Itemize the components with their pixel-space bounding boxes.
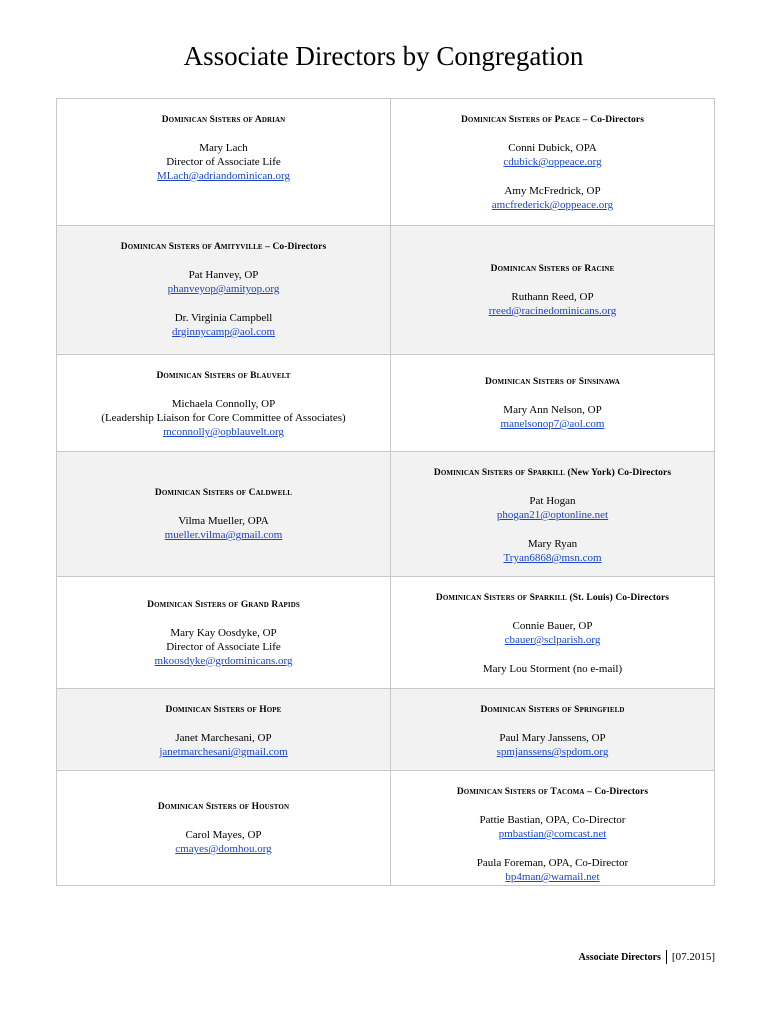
cell-springfield [391,689,714,771]
email-link[interactable]: rreed@racinedominicans.org [488,305,617,317]
cell-adrian [57,99,391,226]
email-link[interactable]: bp4man@wamail.net [505,871,600,883]
cell-amityville [57,226,391,355]
email-link[interactable]: janetmarchesani@gmail.com [159,746,288,758]
contact-text: Amy McFredrick, OP [504,185,601,197]
contact-text: Director of Associate Life [166,156,281,168]
email-link[interactable]: mconnolly@opblauvelt.org [163,426,284,438]
email-link[interactable]: phanveyop@amityop.org [167,283,280,295]
contact-text: Michaela Connolly, OP [171,398,276,410]
cell-caldwell [57,452,391,577]
contact-text: Janet Marchesani, OP [175,732,272,744]
congregation-name: Dominican Sisters of Blauvelt [156,371,291,381]
contact-text: Mary Kay Oosdyke, OP [170,626,277,639]
cell-grand-rapids [57,577,391,689]
congregation-name: Dominican Sisters of Amityville – Co-Directors [120,242,327,252]
email-link[interactable]: mueller.vilma@gmail.com [164,529,283,541]
cell-racine [391,226,714,355]
email-link[interactable]: phogan21@optonline.net [496,509,609,521]
contact-text: Mary Ann Nelson, OP [503,404,602,416]
footer-title: Associate Directors [578,952,661,963]
contact-text: Dr. Virginia Campbell [174,312,273,324]
cell-blauvelt [57,355,391,452]
congregation-name: Dominican Sisters of Houston [157,802,290,812]
cell-sinsinawa [391,355,714,452]
contact-text: Mary Ryan [527,538,578,550]
contact-text: Ruthann Reed, OP [511,291,594,303]
contact-text: Mary Lou Storment (no e-mail) [482,663,623,675]
contact-text: Vilma Mueller, OPA [178,515,269,527]
contact-text: Director of Associate Life [166,640,281,653]
congregation-name: Dominican Sisters of Sparkill (St. Louis) Co-Directors [435,593,670,603]
cell-peace [391,99,714,226]
email-link[interactable]: manelsonop7@aol.com [500,418,605,430]
congregation-name: Dominican Sisters of Peace – Co-Directors [460,115,645,125]
email-link[interactable]: spmjanssens@spdom.org [496,746,609,758]
email-link[interactable]: Tryan6868@msn.com [503,552,602,564]
contact-text: Connie Bauer, OP [512,620,593,632]
footer-divider [666,950,667,964]
congregation-name: Dominican Sisters of Springfield [480,705,625,715]
cell-houston [57,771,391,885]
congregation-name: Dominican Sisters of Racine [490,264,615,274]
email-link[interactable]: cmayes@domhou.org [175,843,272,855]
contact-text: Carol Mayes, OP [185,829,262,841]
contact-text: Pat Hanvey, OP [188,269,259,281]
email-link[interactable]: cbauer@sclparish.org [504,634,601,646]
contact-text: Mary Lach [199,142,248,154]
email-link[interactable]: drginnycamp@aol.com [171,326,276,338]
cell-hope [57,689,391,771]
contact-text: Paul Mary Janssens, OP [499,732,606,744]
congregation-name: Dominican Sisters of Hope [165,705,282,715]
footer-date: [07.2015] [671,951,715,963]
contact-text: Conni Dubick, OPA [508,142,597,154]
congregation-name: Dominican Sisters of Grand Rapids [147,599,300,610]
cell-sparkill-ny [391,452,714,577]
cell-tacoma [391,771,714,885]
cell-sparkill-stlouis [391,577,714,689]
email-link[interactable]: MLach@adriandominican.org [156,170,291,182]
email-link[interactable]: pmbastian@comcast.net [498,828,607,840]
congregation-name: Dominican Sisters of Caldwell [154,488,293,498]
congregation-name: Dominican Sisters of Sparkill (New York) Co-Directors [433,468,672,478]
congregation-name: Dominican Sisters of Sinsinawa [485,377,620,387]
contact-text: Paula Foreman, OPA, Co-Director [476,857,629,869]
contact-text: Pat Hogan [529,495,576,507]
email-link[interactable]: cdubick@oppeace.org [503,156,602,168]
congregation-name: Dominican Sisters of Adrian [161,115,286,125]
contact-text: Pattie Bastian, OPA, Co-Director [479,814,626,826]
email-link[interactable]: mkoosdyke@grdominicans.org [154,654,293,667]
congregation-name: Dominican Sisters of Tacoma – Co-Directors [456,787,649,797]
page-footer [579,950,715,965]
contact-text: (Leadership Liaison for Core Committee of Associates) [101,412,346,424]
directors-table [56,98,715,886]
page-title: Associate Directors by Congregation [183,41,584,71]
email-link[interactable]: amcfrederick@oppeace.org [491,199,614,211]
